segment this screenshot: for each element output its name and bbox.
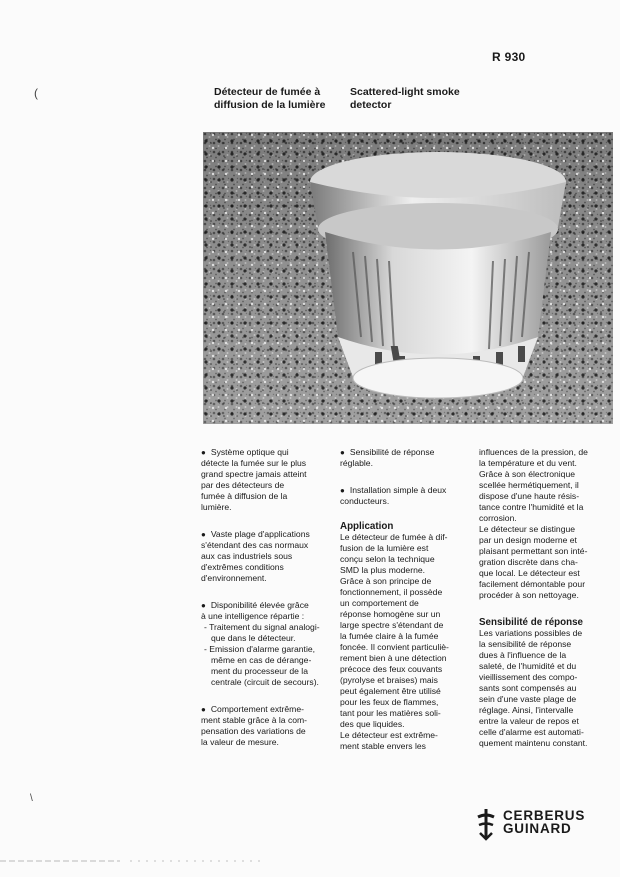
title-line: Détecteur de fumée à: [214, 86, 321, 98]
text-line: Le détecteur de fumée à dif-: [340, 532, 448, 542]
text-line: la sensibilité de réponse: [479, 639, 572, 649]
application-body: [340, 532, 470, 752]
title-line: diffusion de la lumière: [214, 99, 326, 111]
text-line: détecte la fumée sur le plus: [201, 458, 307, 468]
text-line: lumière.: [201, 502, 232, 512]
text-line: Sensibilité de réponse: [349, 447, 435, 457]
column-2: [340, 447, 470, 752]
feature-installation: [340, 485, 470, 496]
heading-sensitivity: Sensibilité de réponse: [479, 617, 583, 628]
environment-body: [479, 447, 612, 601]
text-line: d'environnement.: [201, 573, 267, 583]
smoke-detector-photo: [203, 132, 613, 424]
text-line: tant pour les matières soli-: [340, 708, 441, 718]
margin-mark: (: [34, 86, 38, 100]
text-line: Disponibilité élevée grâce: [210, 600, 309, 610]
column-3: [479, 447, 612, 749]
column-1: [201, 447, 333, 748]
text-line: vieillissement des compo-: [479, 672, 578, 682]
text-line: Grâce à son principe de: [340, 576, 432, 586]
text-line: la fumée claire à la fumée: [340, 631, 439, 641]
text-line: SMD la plus moderne.: [340, 565, 426, 575]
text-line: fusion de la lumière est: [340, 543, 429, 553]
text-line: facilement démontable pour: [479, 579, 586, 589]
text-line: dues à l'influence de la: [479, 650, 567, 660]
margin-mark: \: [30, 793, 33, 804]
text-line: Le détecteur est extrême-: [340, 730, 438, 740]
sensitivity-body: [479, 628, 612, 749]
text-line: ment stable grâce à la com-: [201, 715, 308, 725]
text-line: saleté, de l'humidité et du: [479, 661, 577, 671]
text-line: - Traitement du signal analogi-: [204, 622, 320, 632]
text-line: grand spectre jamais atteint: [201, 469, 307, 479]
feature-sensitivity: [340, 447, 470, 458]
feature-availability: [201, 600, 333, 611]
text-line: Vaste plage d'applications: [210, 529, 310, 539]
text-line: à une intelligence répartie :: [201, 611, 305, 621]
text-line: gration discrète dans cha-: [479, 557, 578, 567]
text-line: un comportement de: [340, 598, 419, 608]
feature-stability: [201, 704, 333, 715]
text-line: aux cas industriels sous: [201, 551, 293, 561]
logo-mark-icon: [475, 807, 497, 841]
feature-applications: [201, 529, 333, 540]
text-line: procéder à son nettoyage.: [479, 590, 579, 600]
title-french: [214, 86, 344, 112]
text-line: Comportement extrême-: [210, 704, 304, 714]
text-line: s'étendant des cas normaux: [201, 540, 309, 550]
photo-graphic: [203, 132, 613, 424]
text-line: fonctionnement, il possède: [340, 587, 443, 597]
text-line: Système optique qui: [210, 447, 289, 457]
text-line: tance contre l'humidité et la: [479, 502, 584, 512]
text-line: que local. Le détecteur est: [479, 568, 580, 578]
text-line: la température et du vent.: [479, 458, 577, 468]
text-line: des que liquides.: [340, 719, 405, 729]
cerberus-guinard-logo: [475, 807, 615, 841]
text-line: conçu selon la technique: [340, 554, 435, 564]
logo-line-1: CERBERUS: [503, 808, 586, 823]
text-line: Grâce à son électronique: [479, 469, 576, 479]
text-line: (pyrolyse et braises) mais: [340, 675, 438, 685]
text-line: corrosion.: [479, 513, 517, 523]
text-line: centrale (circuit de secours).: [211, 677, 319, 687]
title-line: Scattered-light smoke: [350, 86, 460, 98]
text-line: fumée à diffusion de la: [201, 491, 288, 501]
text-line: pensation des variations de: [201, 726, 306, 736]
text-line: peut également être utilisé: [340, 686, 441, 696]
title-english: [350, 86, 480, 112]
text-line: Le détecteur se distingue: [479, 524, 576, 534]
text-line: par des détecteurs de: [201, 480, 285, 490]
text-line: foncée. Il convient particuliè-: [340, 642, 449, 652]
document-number: R 930: [492, 50, 526, 64]
text-line: Installation simple à deux: [349, 485, 447, 495]
text-line: d'extrêmes conditions: [201, 562, 284, 572]
text-line: ment du processeur de la: [211, 666, 308, 676]
text-line: sein d'une vaste plage de: [479, 694, 577, 704]
text-line: la valeur de mesure.: [201, 737, 279, 747]
text-line: - Emission d'alarme garantie,: [204, 644, 316, 654]
text-line: entre la valeur de repos et: [479, 716, 579, 726]
text-line: sants sont compensés au: [479, 683, 577, 693]
text-line: plaisant permettant son inté-: [479, 546, 588, 556]
text-line: réglable.: [340, 458, 373, 468]
text-line: réglage. Ainsi, l'intervalle: [479, 705, 574, 715]
text-line: précoce des feux couvants: [340, 664, 443, 674]
text-line: même en cas de dérange-: [211, 655, 312, 665]
title-line: detector: [350, 99, 392, 111]
heading-application: Application: [340, 521, 394, 532]
text-line: influences de la pression, de: [479, 447, 588, 457]
text-line: Les variations possibles de: [479, 628, 583, 638]
scan-noise-divider: [0, 860, 620, 862]
text-line: dispose d'une haute résis-: [479, 491, 580, 501]
text-line: que dans le détecteur.: [211, 633, 296, 643]
logo-line-2: GUINARD: [503, 821, 572, 836]
text-line: large spectre s'étendant de: [340, 620, 444, 630]
text-line: celle d'alarme est automati-: [479, 727, 584, 737]
text-line: conducteurs.: [340, 496, 390, 506]
text-line: par un design moderne et: [479, 535, 577, 545]
text-line: rement bien à une détection: [340, 653, 447, 663]
feature-optical-system: [201, 447, 333, 458]
text-line: scellée hermétiquement, il: [479, 480, 579, 490]
text-line: pour les feux de flammes,: [340, 697, 439, 707]
text-line: quement maintenu constant.: [479, 738, 588, 748]
logo-text: [503, 809, 585, 835]
text-line: ment stable envers les: [340, 741, 426, 751]
text-line: réponse homogène sur un: [340, 609, 441, 619]
